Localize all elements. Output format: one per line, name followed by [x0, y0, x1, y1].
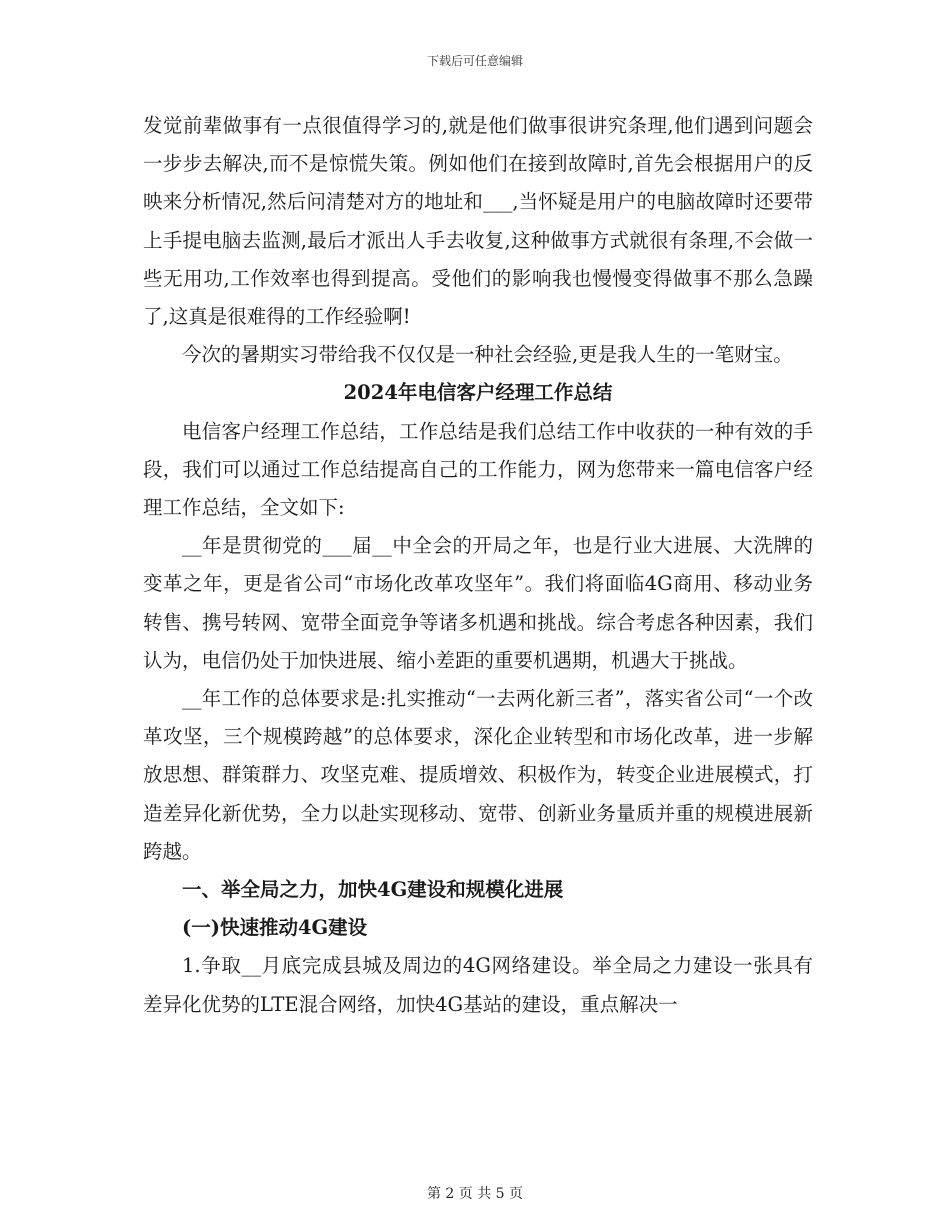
- paragraph: 1.争取__月底完成县城及周边的4G网络建设。举全局之力建设一张具有差异化优势的LTE混合网络，加快4G基站的建设，重点解决一: [143, 954, 813, 1016]
- paragraph: __年是贯彻党的___届__中全会的开局之年，也是行业大进展、大洗牌的变革之年，更是省公司“市场化改革攻坚年”。我们将面临4G商用、移动业务转售、携号转网、宽带全面竞争等诸多机遇和挑战。综合考虑各种因素，我们认为，电信仍处于加快进展、缩小差距的重要机遇期，机遇大于挑战。: [143, 534, 813, 672]
- paragraph: 今次的暑期实习带给我不仅仅是一种社会经验,更是我人生的一笔财宝。: [182, 343, 793, 367]
- paragraph: 发觉前辈做事有一点很值得学习的,就是他们做事很讲究条理,他们遇到问题会一步步去解决,而不是惊慌失策。例如他们在接到故障时,首先会根据用户的反映来分析情况,然后问清楚对方的地址和___,当怀疑是用户的电脑故障时还要带上手提电脑去监测,最后才派出人手去收复,这种做事方式就很有条理,不会做一些无用功,工作效率也得到提高。受他们的影响我也慢慢变得做事不那么急躁了,这真是很难得的工作经验啊!: [143, 114, 813, 329]
- subsection-heading: (一)快速推动4G建设: [182, 916, 368, 940]
- page-footer: 第 2 页 共 5 页: [426, 1186, 524, 1202]
- paragraph: __年工作的总体要求是:扎实推动“一去两化新三者”，落实省公司“一个改革攻坚，三个规模跨越”的总体要求，深化企业转型和市场化改革，进一步解放思想、群策群力、攻坚克难、提质增效、积极作为，转变企业进展模式，打造差异化新优势，全力以赴实现移动、宽带、创新业务量质并重的规模进展新跨越。: [143, 687, 813, 863]
- document-body: [143, 107, 813, 1024]
- paragraph: 电信客户经理工作总结，工作总结是我们总结工作中收获的一种有效的手段，我们可以通过工作总结提高自己的工作能力，网为您带来一篇电信客户经理工作总结，全文如下:: [143, 419, 813, 520]
- page-header: 下载后可任意编辑: [426, 54, 523, 68]
- section-heading: 一、举全局之力，加快4G建设和规模化进展: [182, 878, 564, 902]
- document-title: 2024年电信客户经理工作总结: [343, 381, 613, 405]
